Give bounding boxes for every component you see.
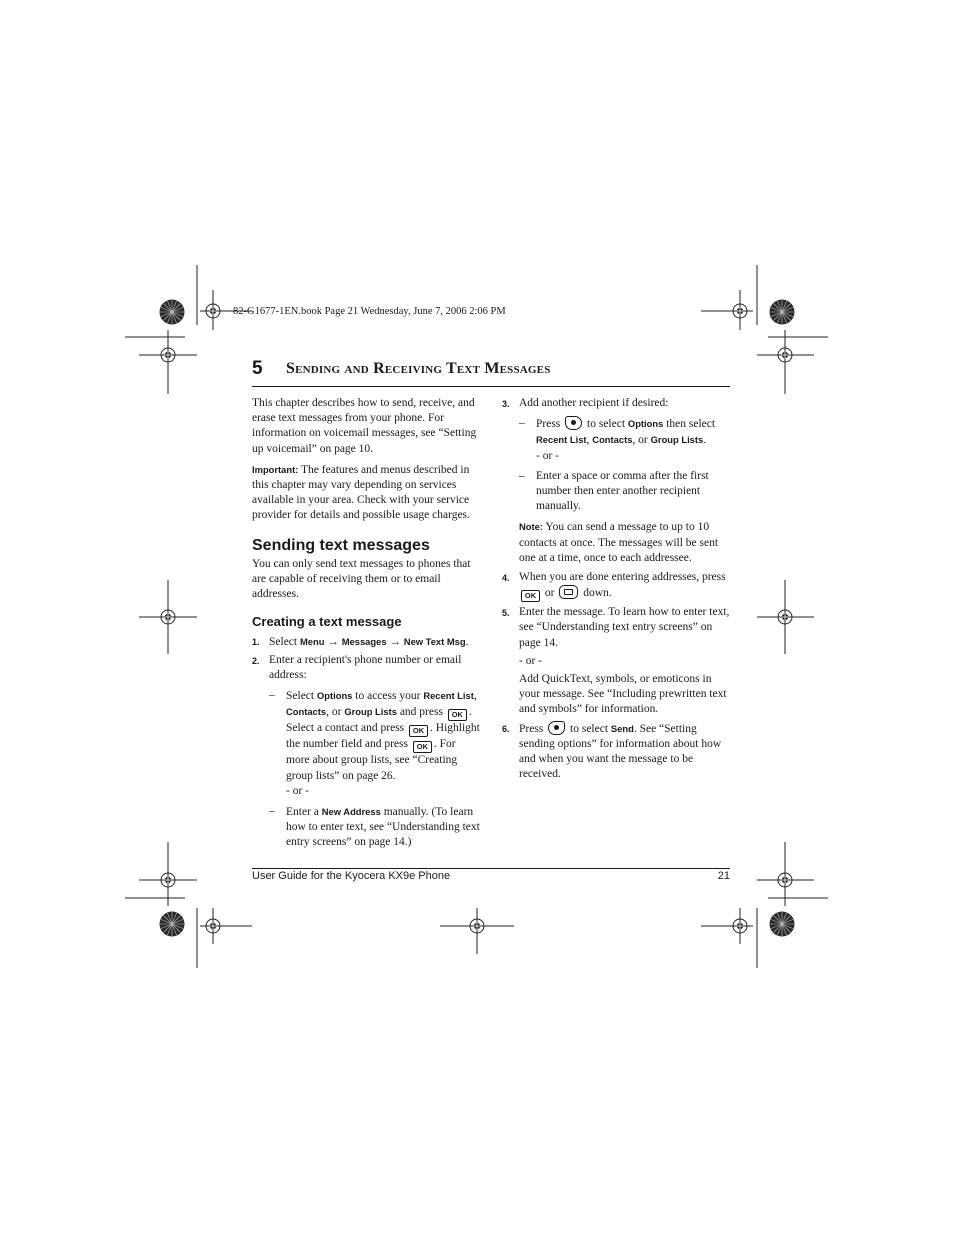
step-number: 6. — [502, 723, 510, 734]
step-4: 4. When you are done entering addresses, press OK or down. — [502, 571, 726, 601]
footer-title: User Guide for the Kyocera KX9e Phone — [252, 870, 451, 882]
section-heading: Sending text messages — [252, 536, 430, 554]
recent-list-label: Recent List, — [423, 690, 477, 702]
chapter-title: Sending and Receiving Text Messages — [286, 360, 551, 377]
chapter-heading — [252, 358, 730, 387]
step-3-option-a: – Press to select Options then select Recent List, Contacts, or Group Lists. - or - — [519, 416, 730, 464]
step-number: 3. — [502, 399, 510, 409]
or-separator: - or - — [536, 449, 559, 462]
step-3: 3. Add another recipient if desired: – Press to select Options then select Recent List, Contacts, or Group Lists. - or - – Enter a space or comma after the first number then enter another recipient manually. — [502, 396, 730, 514]
new-text-msg-label: New Text Msg — [403, 635, 466, 647]
group-lists-label: Group Lists — [650, 434, 704, 446]
important-text: The features and menus described in this chapter may vary depending on services available in your area. Check with your service provider for details and possible usage charges. — [252, 463, 470, 522]
ok-key-icon: OK — [409, 725, 428, 737]
menu-label: Menu — [299, 635, 325, 647]
new-address-label: New Address — [321, 806, 381, 818]
chapter-number: 5 — [252, 358, 263, 379]
right-softkey-icon — [565, 416, 582, 430]
step-2-option-a: – Select Options to access your Recent List, Contacts, or Group Lists and press OK . Select a contact and press OK . Highlight the number field and press OK . For more about group lists, see “Creating group lists” on page 26. - or - — [269, 688, 480, 799]
options-label: Options — [316, 690, 353, 702]
step-5: 5. Enter the message. To learn how to enter text, see “Understanding text entry screens” on page 14. - or - Add QuickText, symbols, or emoticons in your message. See “Including prewritten text and symbols” for information. — [502, 606, 730, 716]
step-number: 4. — [502, 573, 510, 584]
right-column — [502, 396, 730, 782]
important-paragraph — [252, 462, 480, 524]
page-footer — [252, 868, 730, 882]
book-slug-line: 82-G1677-1EN.book Page 21 Wednesday, June 7, 2006 2:06 PM — [233, 306, 506, 317]
step-2-option-b: – Enter a New Address manually. (To learn how to enter text, see “Understanding text entry screens” on page 14.) — [269, 805, 480, 849]
step-2: 2. Enter a recipient's phone number or email address: – Select Options to access your Recent List, Contacts, or Group Lists and press OK . Select a contact and press OK . Highlight the number field and press OK . For more about group lists, see “Creating group lists” on page 26. - or - – Enter a New Address manually. (To learn how to enter text, see “Understanding text entry screens” on page 14.) — [252, 653, 480, 851]
step-6: 6. Press to select Send. See “Setting sending options” for information about how and when you want the message to be received. — [502, 722, 722, 781]
left-column — [252, 396, 480, 851]
left-softkey-icon — [548, 721, 565, 735]
ok-key-icon: OK — [521, 590, 540, 602]
arrow-icon: → — [327, 635, 339, 648]
group-lists-label: Group Lists — [344, 706, 397, 718]
contacts-label: Contacts — [286, 706, 327, 718]
arrow-icon: → — [389, 635, 401, 648]
important-label: Important: — [252, 463, 299, 475]
subsection-heading: Creating a text message — [252, 614, 402, 630]
page-number: 21 — [717, 870, 730, 882]
step-number: 2. — [252, 655, 260, 666]
or-separator: - or - — [519, 654, 542, 667]
navigation-key-icon — [559, 585, 578, 599]
step-number: 1. — [252, 636, 260, 647]
messages-label: Messages — [341, 635, 387, 647]
recent-list-label: Recent List — [536, 434, 587, 446]
ok-key-icon: OK — [413, 741, 432, 753]
contacts-label: Contacts — [592, 434, 633, 446]
note-text: You can send a message to up to 10 contacts at once. The messages will be sent one at a time, once to each addressee. — [519, 521, 719, 564]
note-paragraph — [502, 519, 730, 566]
note-label: Note: — [519, 521, 543, 533]
or-separator: - or - — [286, 784, 309, 797]
step-number: 5. — [502, 608, 510, 619]
ok-key-icon: OK — [448, 709, 467, 721]
step-3-option-b: – Enter a space or comma after the first number then enter another recipient manually. — [519, 469, 709, 513]
intro-paragraph: This chapter describes how to send, receive, and erase text messages from your phone. For information on voicemail messages, see “Setting up voicemail” on page 10. — [252, 397, 477, 455]
options-label: Options — [627, 418, 664, 430]
step-1: 1. Select Menu → Messages → New Text Msg. — [252, 634, 480, 650]
send-label: Send — [610, 722, 634, 734]
section-intro: You can only send text messages to phones that are capable of receiving them or to email addresses. — [252, 557, 471, 601]
